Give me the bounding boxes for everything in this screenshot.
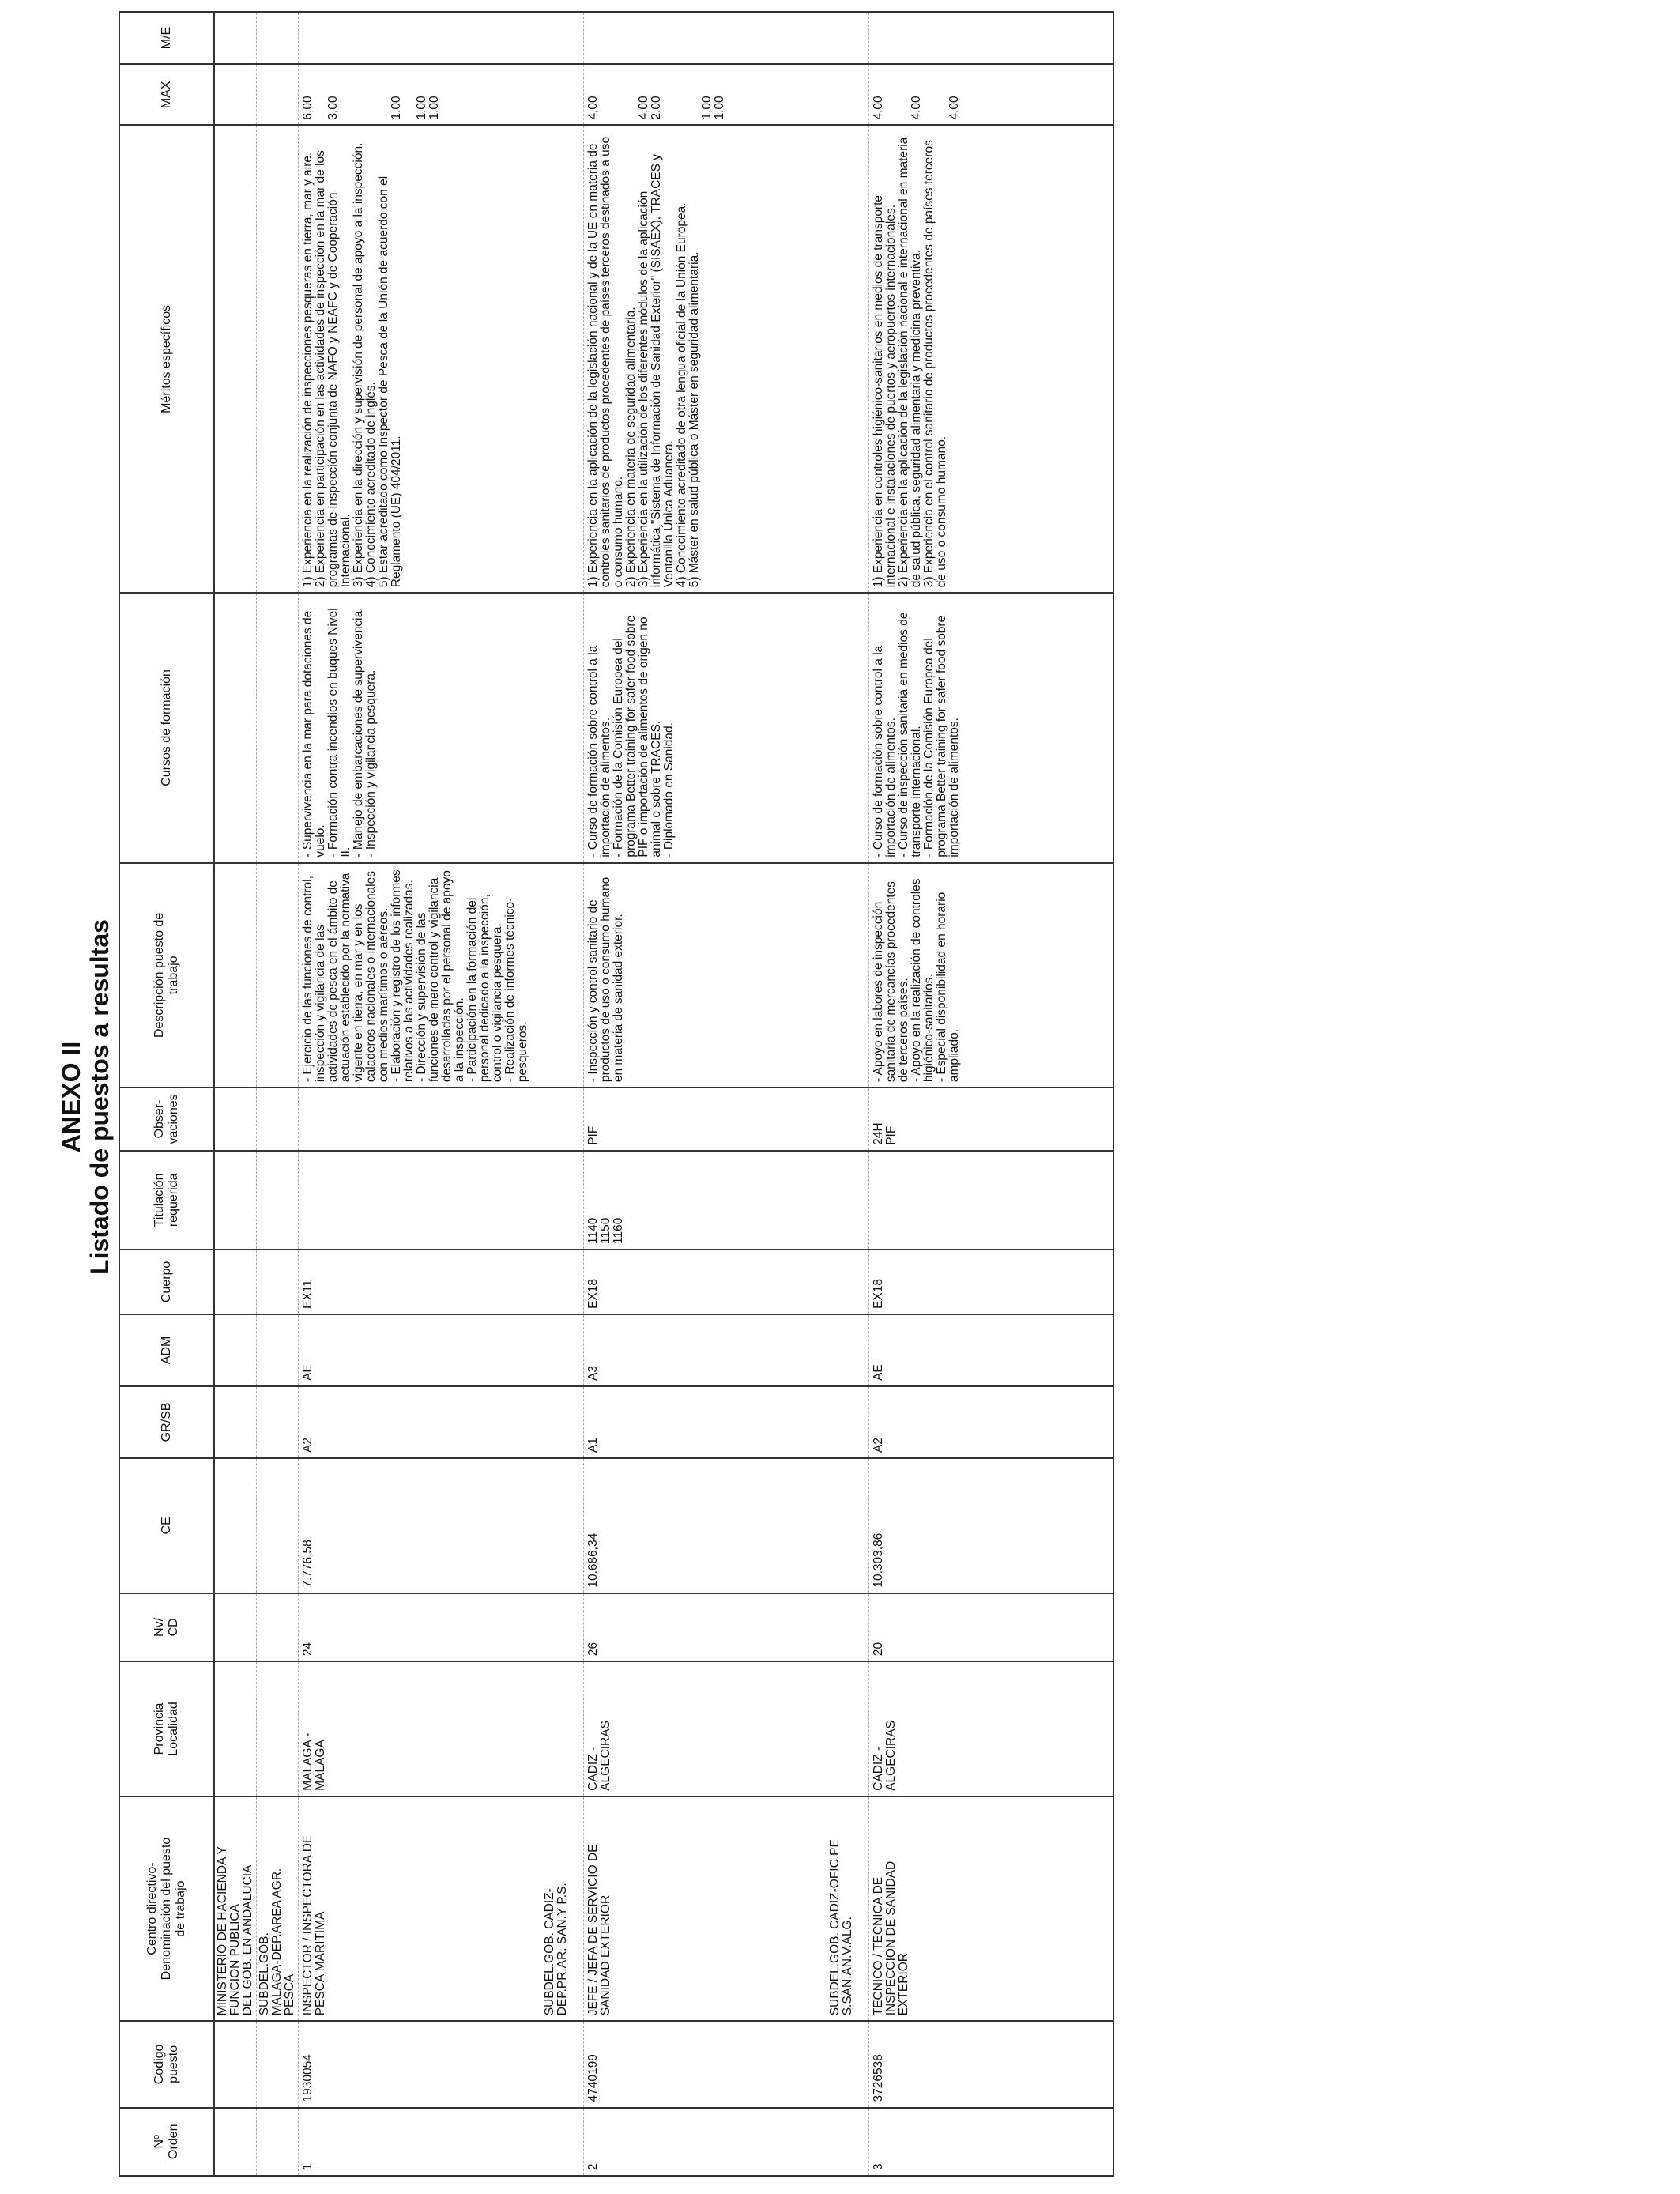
- max-cell: 4,00 4,00 4,00: [869, 64, 1114, 125]
- adm-cell: A3: [584, 1314, 828, 1386]
- unidad-cell: SUBDEL.GOB. MALAGA-DEP.AREA AGR. PESCA: [257, 1796, 299, 2021]
- adm-cell: AE: [869, 1314, 1114, 1386]
- header-codigo: Codigo puesto: [119, 2021, 214, 2107]
- me-cell: [299, 12, 543, 64]
- header-meritos: Méritos específicos: [119, 126, 214, 594]
- cursos-cell: - Curso de formación sobre control a la importación de alimentos. - Curso de inspección sanitaria en medios de transporte internacional. - Formación de la Comisión Europea del programa Better training for safer food sobre importación de alimentos.: [869, 593, 1114, 862]
- header-descripcion: Descripción puesto de trabajo: [119, 863, 214, 1088]
- cursos-cell: - Curso de formación sobre control a la importación de alimentos. - Formación de la Comisión Europea del programa Better training for safer food sobre PIF o importación de alimentos de origen no animal o sobre TRACES. - Diplomado en Sanidad.: [584, 593, 828, 862]
- unidad-row: [827, 12, 869, 2176]
- titulacion-cell: [869, 1151, 1114, 1250]
- titulacion-cell: [299, 1151, 543, 1250]
- page-title: ANEXO II: [57, 1041, 85, 1153]
- table-row: [584, 12, 828, 2176]
- cuerpo-cell: EX18: [584, 1250, 828, 1314]
- observaciones-cell: PIF: [584, 1088, 828, 1151]
- table-row: [869, 12, 1114, 2176]
- observaciones-cell: 24H PIF: [869, 1088, 1114, 1151]
- ministerio-cell: MINISTERIO DE HACIENDA Y FUNCION PUBLICA DEL GOB. EN ANDALUCIA: [214, 1796, 257, 2021]
- header-observaciones: Obser- vaciones: [119, 1088, 214, 1151]
- unidad-row: [542, 12, 584, 2176]
- descripcion-cell: - Ejercicio de las funciones de control, inspección y vigilancia de las actividades de pesca en el ámbito de actuación establecido por la normativa vigente en tierra, en mar y en los caladeros nacionales o internacionales con medios marítimos o aéreos. - Elaboración y registro de los informes relativos a las actividades realizadas. - Dirección y supervisión de las funciones de mero control y vigilancia desarrolladas por el personal de apoyo a la inspección. - Participación en la formación del personal dedicado a la inspección, control o vigilancia pesquera. - Realización de informes técnico-pesqueros.: [299, 863, 543, 1088]
- denominacion-cell: TECNICO / TECNICA DE INSPECCION DE SANIDAD EXTERIOR: [869, 1796, 1114, 2021]
- group-row: [214, 12, 257, 2176]
- header-ce: CE: [119, 1458, 214, 1593]
- me-cell: [584, 12, 828, 64]
- codigo-cell: 3726538: [869, 2021, 1114, 2107]
- header-provincia: Provincia Localidad: [119, 1661, 214, 1796]
- cursos-cell: - Supervivencia en la mar para dotaciones de vuelo. - Formación contra incendios en buques Nivel II. - Manejo de embarcaciones de supervivencia. - Inspección y vigilancia pesquera.: [299, 593, 543, 862]
- me-cell: [869, 12, 1114, 64]
- header-titulacion: Titulación requerida: [119, 1151, 214, 1250]
- cuerpo-cell: EX11: [299, 1250, 543, 1314]
- nivel-cell: 26: [584, 1593, 828, 1661]
- unidad-row: [257, 12, 299, 2176]
- grsb-cell: A1: [584, 1386, 828, 1458]
- observaciones-cell: [299, 1088, 543, 1151]
- titulacion-cell: 1140 1150 1160: [584, 1151, 828, 1250]
- nivel-cell: 24: [299, 1593, 543, 1661]
- orden-cell: 3: [869, 2108, 1114, 2176]
- grsb-cell: A2: [869, 1386, 1114, 1458]
- max-cell: 6,00 3,00 1,00 1,00 1,00: [299, 64, 543, 125]
- header-row: [119, 12, 214, 2176]
- descripcion-cell: - Inspección y control sanitario de productos de uso o consumo humano en materia de sanidad exterior.: [584, 863, 828, 1088]
- provincia-cell: CADIZ - ALGECIRAS: [584, 1661, 828, 1796]
- codigo-cell: 4740199: [584, 2021, 828, 2107]
- header-me: M/E: [119, 12, 214, 64]
- cuerpo-cell: EX18: [869, 1250, 1114, 1314]
- ce-cell: 7.776,58: [299, 1458, 543, 1593]
- adm-cell: AE: [299, 1314, 543, 1386]
- orden-cell: 2: [584, 2108, 828, 2176]
- header-grsb: GR/SB: [119, 1386, 214, 1458]
- orden-cell: 1: [299, 2108, 543, 2176]
- grsb-cell: A2: [299, 1386, 543, 1458]
- page-subtitle: Listado de puestos a resultas: [85, 919, 114, 1275]
- provincia-cell: MALAGA - MALAGA: [299, 1661, 543, 1796]
- header-adm: ADM: [119, 1314, 214, 1386]
- provincia-cell: CADIZ - ALGECIRAS: [869, 1661, 1114, 1796]
- meritos-cell: 1) Experiencia en la aplicación de la legislación nacional y de la UE en materia de controles sanitarios de productos procedentes de países terceros destinados a uso o consumo humano. 2) Experiencia en materia de seguridad alimentaria. 3) Experiencia en la utilización de los diferentes módulos de la aplicación informática "Sistema de Información de Sanidad Exterior" (SISAEX), TRACES y Ventanilla Única Aduanera. 4) Conocimiento acreditado de otra lengua oficial de la Unión Europea. 5) Máster en salud pública o Máster en seguridad alimentaria.: [584, 126, 828, 594]
- denominacion-cell: JEFE / JEFA DE SERVICIO DE SANIDAD EXTERIOR: [584, 1796, 828, 2021]
- table-row: [299, 12, 543, 2176]
- ce-cell: 10.686,34: [584, 1458, 828, 1593]
- header-nivel: Nv/ CD: [119, 1593, 214, 1661]
- header-centro: Centro directivo- Denominación del puesto de trabajo: [119, 1796, 214, 2021]
- unidad-cell: SUBDEL.GOB. CADIZ-OFIC.PE S.SAN.AN.V.ALG.: [827, 1796, 869, 2021]
- denominacion-cell: INSPECTOR / INSPECTORA DE PESCA MARITIMA: [299, 1796, 543, 2021]
- header-cursos: Cursos de formación: [119, 593, 214, 862]
- codigo-cell: 1930054: [299, 2021, 543, 2107]
- header-cuerpo: Cuerpo: [119, 1250, 214, 1314]
- puestos-table: [119, 11, 1114, 2177]
- ce-cell: 10.303,86: [869, 1458, 1114, 1593]
- descripcion-cell: - Apoyo en labores de inspección sanitaria de mercancías procedentes de terceros países. - Apoyo en la realización de controles higiénico-sanitarios. - Especial disponibilidad en horario ampliado.: [869, 863, 1114, 1088]
- header-max: MAX: [119, 64, 214, 125]
- max-cell: 4,00 4,00 2,00 1,00 1,00: [584, 64, 828, 125]
- meritos-cell: 1) Experiencia en controles higiénico-sanitarios en medios de transporte internacional e instalaciones de puertos y aeropuertos internacionales. 2) Experiencia en la aplicación de la legislación nacional e internacional en materia de salud pública, seguridad alimentaria y medicina preventiva. 3) Experiencia en el control sanitario de productos procedentes de países terceros de uso o consumo humano.: [869, 126, 1114, 594]
- nivel-cell: 20: [869, 1593, 1114, 1661]
- unidad-cell: SUBDEL.GOB. CADIZ- DEP.PR.AR. SAN.Y P.S.: [542, 1796, 584, 2021]
- header-orden: Nº Orden: [119, 2108, 214, 2176]
- meritos-cell: 1) Experiencia en la realización de inspecciones pesqueras en tierra, mar y aire. 2) Experiencia en participación en las actividades de inspección en la mar de los programas de inspección conjunta de NAFO y NEAFC y de Cooperación Internacional. 3) Experiencia en la dirección y supervisión de personal de apoyo a la inspección. 4) Conocimiento acreditado de inglés. 5) Estar acreditado como Inspector de Pesca de la Unión de acuerdo con el Reglamento (UE) 404/2011.: [299, 126, 543, 594]
